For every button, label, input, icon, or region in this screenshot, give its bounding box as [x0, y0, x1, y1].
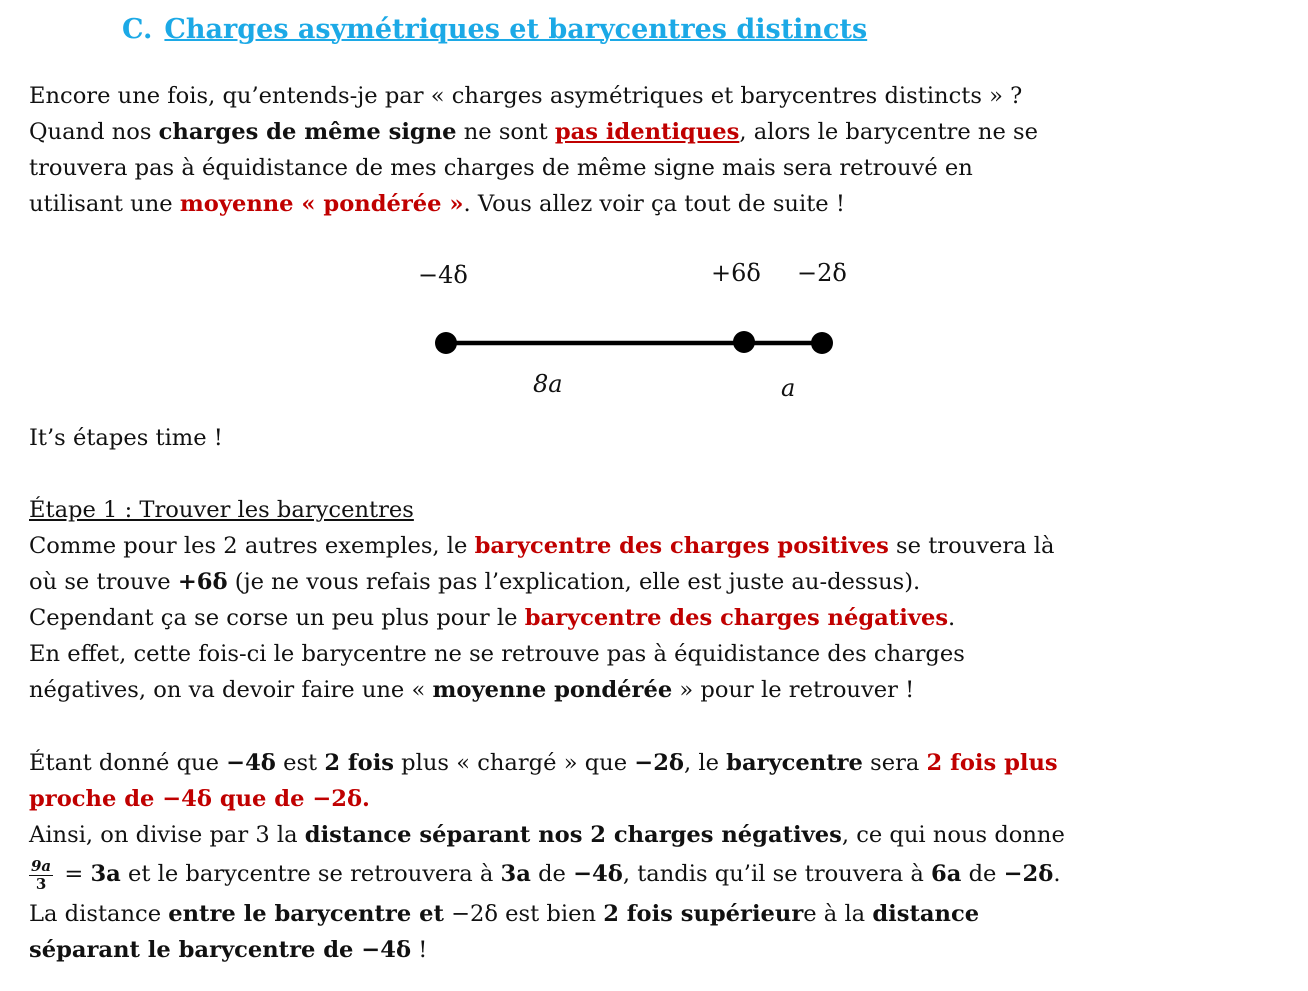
emphasis-text: barycentre des charges négatives: [524, 605, 949, 631]
body-text: !: [411, 937, 428, 963]
etape1-line-1: [29, 528, 1279, 564]
etape1-title-line: [29, 492, 1279, 528]
explain-line-2: [29, 781, 1279, 817]
fraction-denominator: 3: [35, 874, 47, 893]
explanation-paragraph: [29, 745, 1279, 968]
emphasis-text: barycentre des charges positives: [474, 533, 889, 559]
distance-label-left: 8a: [533, 370, 563, 398]
bold-text: 2 fois supérieur: [603, 901, 804, 927]
explain-line-6: [29, 932, 1279, 968]
charge-label-mid: +6δ: [711, 259, 761, 287]
emphasis-text: moyenne « pondérée »: [179, 191, 464, 217]
bold-text: distance: [872, 901, 980, 927]
emphasis-text: 2 fois plus: [926, 750, 1058, 776]
bold-text: charges de même signe: [158, 119, 457, 145]
intro-text: Encore une fois, qu’entends-je par « charges asymétriques et barycentres distincts » ?: [29, 83, 1023, 109]
distance-label-right: a: [781, 374, 796, 402]
body-text: La distance: [29, 901, 169, 927]
bold-text: 3a: [500, 861, 531, 887]
bold-text: +6δ: [177, 569, 228, 595]
bold-text: 3a: [90, 861, 121, 887]
intro-text: ne sont: [456, 119, 555, 145]
body-text: , tandis qu’il se trouvera à: [622, 861, 932, 887]
body-text: Étant donné que: [29, 750, 227, 776]
body-text: négatives, on va devoir faire une «: [29, 677, 433, 703]
charge-point-mid: [733, 331, 755, 353]
bold-text: −2δ: [634, 750, 685, 776]
fraction: [29, 858, 53, 893]
body-text: Cependant ça se corse un peu plus pour le: [29, 605, 525, 631]
bold-text: distance séparant nos 2 charges négatives: [304, 822, 842, 848]
section-title: Charges asymétriques et barycentres distincts: [164, 14, 868, 45]
body-text: , ce qui nous donne: [841, 822, 1065, 848]
bold-text: −4δ: [353, 937, 412, 963]
body-text: Comme pour les 2 autres exemples, le: [29, 533, 475, 559]
etape1-line-5: [29, 672, 1279, 708]
etapes-time-line: [29, 420, 1279, 456]
emphasis-text: proche de −4δ que de −2δ.: [29, 786, 370, 812]
intro-text: . Vous allez voir ça tout de suite !: [463, 191, 845, 217]
body-text: et le barycentre se retrouvera à: [120, 861, 501, 887]
charge-point-left: [435, 332, 457, 354]
body-text: .: [948, 605, 956, 631]
intro-text: Quand nos: [29, 119, 159, 145]
body-text: En effet, cette fois-ci le barycentre ne se retrouve pas à équidistance des charges: [29, 641, 965, 667]
body-text: plus « chargé » que: [394, 750, 635, 776]
etape1-paragraph: [29, 492, 1279, 708]
bold-text: −2δ: [1003, 861, 1054, 887]
charge-label-left: −4δ: [418, 261, 468, 289]
body-text: est bien: [497, 901, 604, 927]
body-text: Ainsi, on divise par 3 la: [29, 822, 305, 848]
bold-text: séparant le barycentre de: [29, 937, 354, 963]
bold-text: moyenne pondérée: [432, 677, 673, 703]
bold-text: 2 fois: [324, 750, 394, 776]
bold-text: −4δ: [226, 750, 276, 776]
body-text: se trouvera là: [888, 533, 1055, 559]
charge-diagram: [0, 0, 1308, 420]
intro-text: trouvera pas à équidistance de mes charges de même signe mais sera retrouvé en: [29, 155, 973, 181]
body-text: .: [1053, 861, 1061, 887]
etape1-line-3: [29, 600, 1279, 636]
explain-line-5: [29, 896, 1279, 932]
intro-text: utilisant une: [29, 191, 180, 217]
etapes-time-text: It’s étapes time !: [29, 425, 223, 451]
body-text: (je ne vous refais pas l’explication, elle est juste au-dessus).: [227, 569, 921, 595]
charge-point-right: [811, 332, 833, 354]
etape1-line-2: [29, 564, 1279, 600]
body-text: de: [961, 861, 1004, 887]
bold-text: entre le barycentre et: [168, 901, 444, 927]
body-text: −2δ: [443, 901, 498, 927]
explain-line-3: [29, 817, 1279, 853]
intro-text: , alors le barycentre ne se: [739, 119, 1038, 145]
section-letter: C.: [122, 14, 153, 45]
bold-text: 6a: [931, 861, 962, 887]
etape1-line-4: [29, 636, 1279, 672]
body-text: où se trouve: [29, 569, 178, 595]
etape1-title: Étape 1 : Trouver les barycentres: [29, 497, 414, 523]
explain-line-4: [29, 853, 1279, 896]
body-text: » pour le retrouver !: [672, 677, 915, 703]
body-text: , le: [684, 750, 727, 776]
emphasis-text: pas identiques: [554, 119, 740, 145]
body-text: =: [57, 861, 91, 887]
body-text: sera: [862, 750, 927, 776]
body-text: e à la: [803, 901, 873, 927]
body-text: est: [275, 750, 325, 776]
bold-text: −4δ: [573, 861, 623, 887]
charge-label-right: −2δ: [797, 259, 847, 287]
bold-text: barycentre: [726, 750, 863, 776]
fraction-numerator: 9a: [31, 856, 52, 875]
body-text: de: [530, 861, 574, 887]
explain-line-1: [29, 745, 1279, 781]
